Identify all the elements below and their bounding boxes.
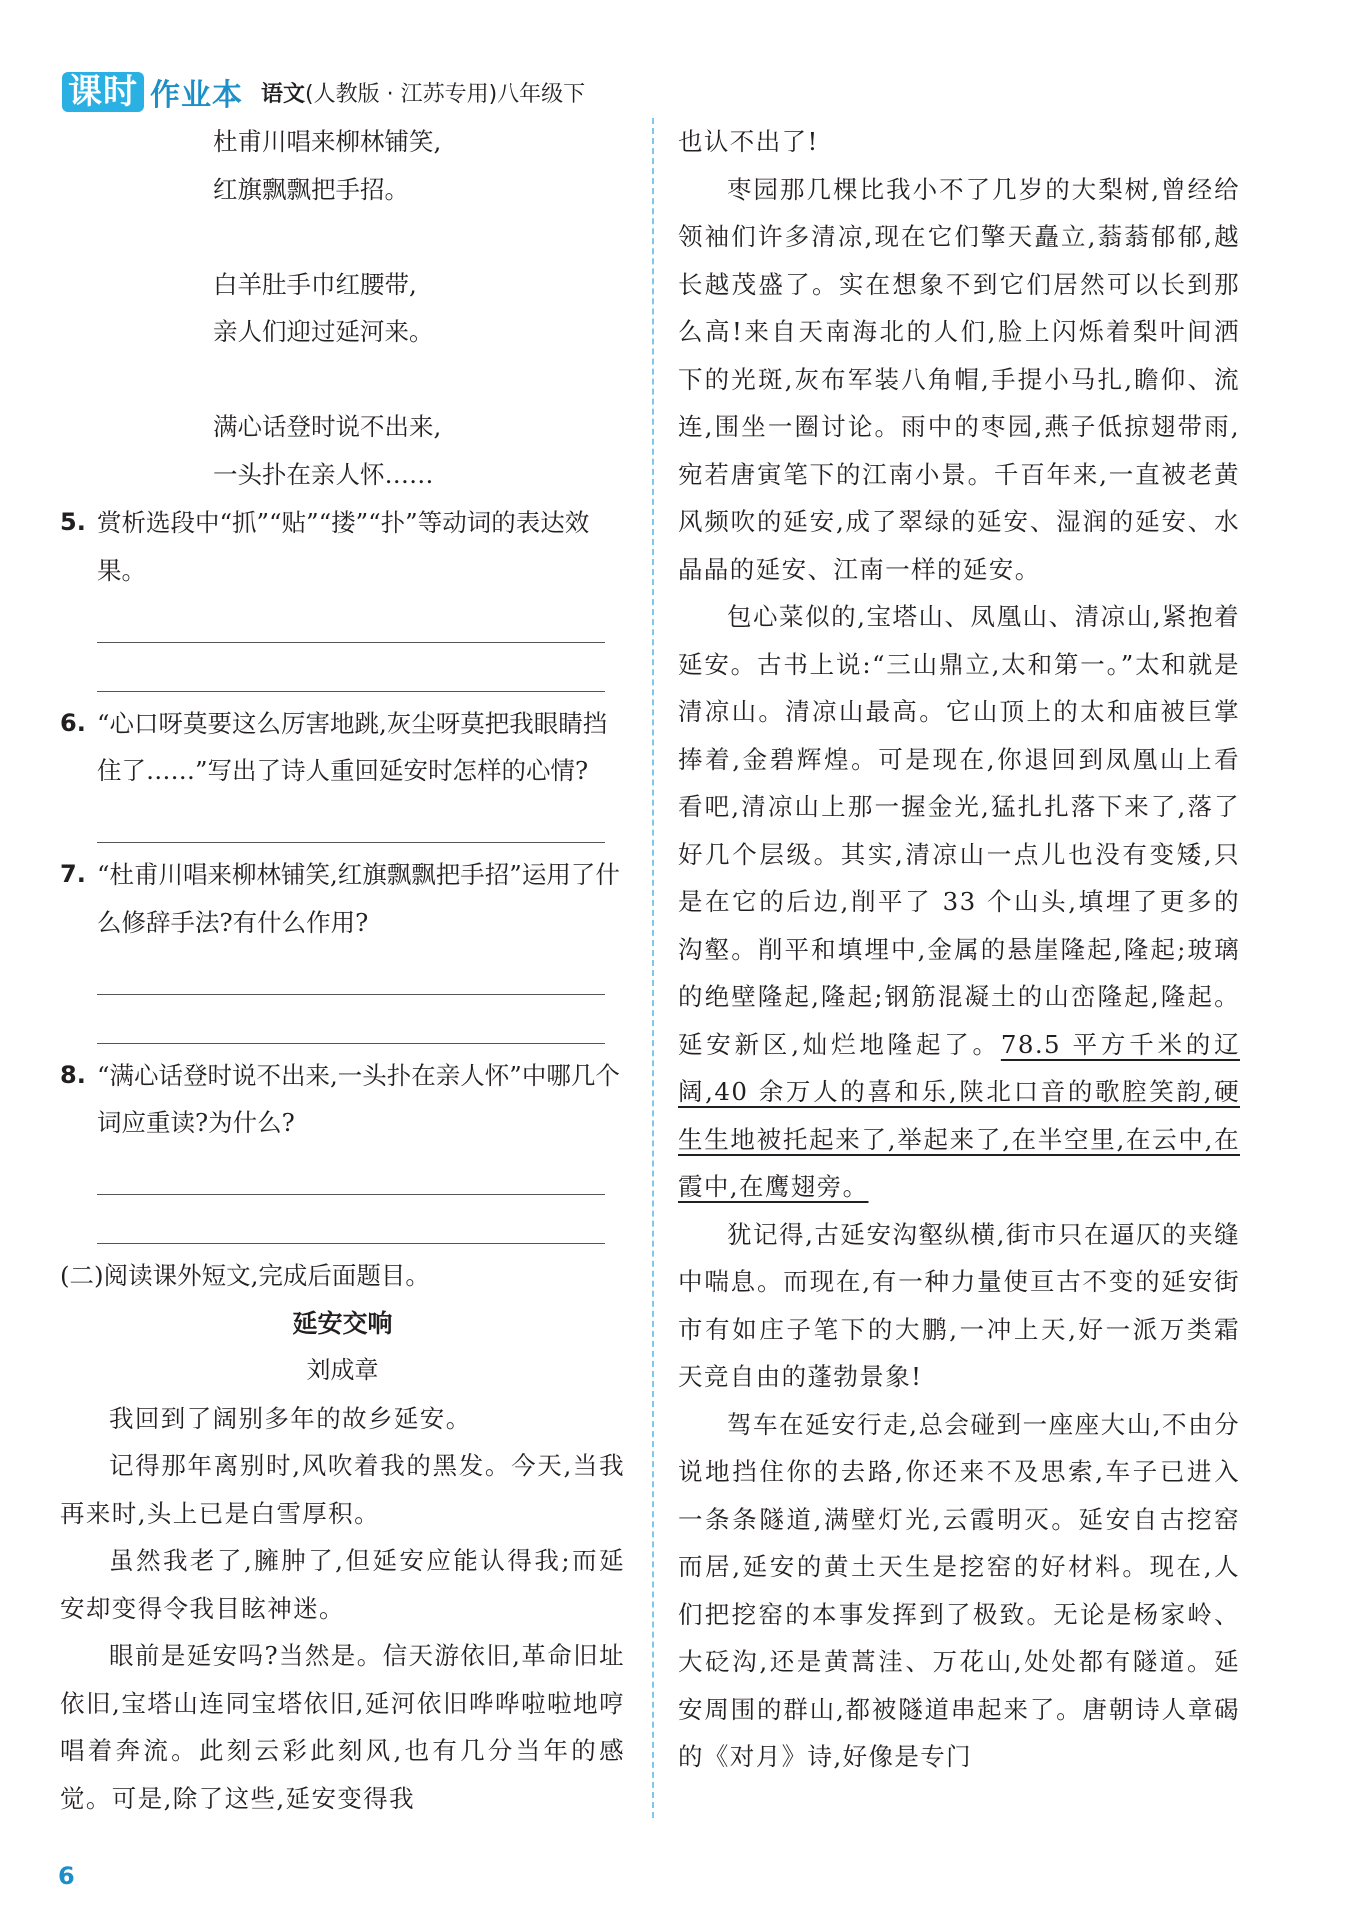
logo-mark: 课时	[62, 72, 144, 112]
question-6	[60, 700, 625, 795]
poem-line: 白羊肚手巾红腰带,	[213, 269, 417, 299]
subject-label: 语文	[261, 81, 306, 107]
paragraph: 犹记得,古延安沟壑纵横,街市只在逼仄的夹缝中喘息。而现在,有一种力量使亘古不变的延安街市有如庄子笔下的大鹏,一冲上天,好一派万类霜天竞自由的蓬勃景象!	[678, 1219, 1240, 1391]
paragraph: 虽然我老了,臃肿了,但延安应能认得我;而延安却变得令我目眩神迷。	[60, 1546, 625, 1623]
paragraph-text: 包心菜似的,宝塔山、凤凰山、清凉山,紧抱着延安。古书上说:“三山鼎立,太和第一。”太和就是清凉山。清凉山最高。它山顶上的太和庙被巨掌捧着,金碧辉煌。可是现在,你退回到凤凰山上看看吧,清凉山上那一握金光,猛扎扎落下来了,落了好几个层级。其实,清凉山一点儿也没有变矮,只是在它的后边,削平了 33 个山头,填埋了更多的沟壑。削平和填埋中,金属的悬崖隆起,隆起;玻璃的绝壁隆起,隆起;钢筋混凝土的山峦隆起,隆起。延安新区,灿烂地隆起了。	[678, 602, 1240, 1059]
paragraph: 也认不出了!	[678, 127, 819, 156]
answer-line[interactable]	[97, 1147, 605, 1196]
article-author: 刘成章	[306, 1356, 379, 1384]
paragraph: 驾车在延安行走,总会碰到一座座大山,不由分说地挡住你的去路,你还来不及思索,车子已进入一条条隧道,满壁灯光,云霞明灭。延安自古挖窑而居,延安的黄土天生是挖窑的好材料。现在,人们把挖窑的本事发挥到了极致。无论是杨家岭、大砭沟,还是黄蒿洼、万花山,处处都有隧道。延安周围的群山,都被隧道串起来了。唐朝诗人章碣的《对月》诗,好像是专门	[678, 1409, 1240, 1771]
paragraph	[678, 593, 1240, 1211]
question-text: 赏析选段中“抓”“贴”“搂”“扑”等动词的表达效果。	[97, 508, 590, 585]
paragraph: 我回到了阔别多年的故乡延安。	[109, 1403, 472, 1433]
header-subtitle	[261, 77, 585, 108]
answer-line[interactable]	[97, 1203, 605, 1244]
question-text: “心口呀莫要这么厉害地跳,灰尘呀莫把我眼睛挡住了……”写出了诗人重回延安时怎样的心情?	[97, 708, 608, 785]
poem-line: 亲人们迎过延河来。	[213, 317, 434, 346]
right-column	[678, 118, 1240, 1781]
left-column	[60, 118, 625, 1822]
poem-excerpt	[60, 118, 625, 498]
question-text: “满心话登时说不出来,一头扑在亲人怀”中哪几个词应重读?为什么?	[97, 1060, 620, 1137]
paragraph: 记得那年离别时,风吹着我的黑发。今天,当我再来时,头上已是白雪厚积。	[60, 1451, 625, 1528]
poem-line: 杜甫川唱来柳林铺笑,	[213, 127, 442, 156]
question-number: 8.	[60, 1060, 86, 1089]
question-text: “杜甫川唱来柳林铺笑,红旗飘飘把手招”运用了什么修辞手法?有什么作用?	[97, 860, 620, 937]
page-header	[62, 70, 585, 114]
paragraph: 枣园那几棵比我小不了几岁的大梨树,曾经给领袖们许多清凉,现在它们擎天矗立,蓊蓊郁郁,越长越茂盛了。实在想象不到它们居然可以长到那么高!来自天南海北的人们,脸上闪烁着梨叶间洒下的光斑,灰布军装八角帽,手提小马扎,瞻仰、流连,围坐一圈讨论。雨中的枣园,燕子低掠翅带雨,宛若唐寅笔下的江南小景。千百年来,一直被老黄风频吹的延安,成了翠绿的延安、湿润的延安、水晶晶的延安、江南一样的延安。	[678, 174, 1240, 584]
underlined-sentence: 78.5 平方千米的辽阔,40 余万人的喜和乐,陕北口音的歌腔笑韵,硬生生地被托起来了,举起来了,在半空里,在云中,在霞中,在鹰翅旁。	[678, 1029, 1240, 1201]
column-divider	[652, 118, 654, 1818]
answer-line[interactable]	[97, 795, 605, 844]
answer-line[interactable]	[97, 946, 605, 995]
question-7	[60, 851, 625, 946]
logo-text: 作业本	[150, 78, 243, 113]
answer-line[interactable]	[97, 1003, 605, 1044]
question-number: 5.	[60, 508, 86, 536]
question-8	[60, 1052, 625, 1147]
answer-line[interactable]	[97, 594, 605, 643]
article-title: 延安交响	[292, 1308, 393, 1338]
answer-line[interactable]	[97, 651, 605, 692]
poem-line: 红旗飘飘把手招。	[213, 174, 409, 204]
paragraph: 眼前是延安吗?当然是。信天游依旧,革命旧址依旧,宝塔山连同宝塔依旧,延河依旧哗哗啦啦地哼唱着奔流。此刻云彩此刻风,也有几分当年的感觉。可是,除了这些,延安变得我	[60, 1641, 625, 1813]
section-heading: (二)阅读课外短文,完成后面题目。	[60, 1261, 430, 1290]
page-number: 6	[58, 1862, 75, 1890]
question-number: 6.	[60, 708, 86, 737]
question-number: 7.	[60, 860, 86, 888]
poem-line: 满心话登时说不出来,	[213, 412, 442, 441]
edition-label: (人教版 · 江苏专用)八年级下	[305, 81, 586, 107]
brand-logo	[62, 70, 243, 114]
poem-line: 一头扑在亲人怀……	[213, 459, 434, 489]
question-5	[60, 499, 625, 594]
